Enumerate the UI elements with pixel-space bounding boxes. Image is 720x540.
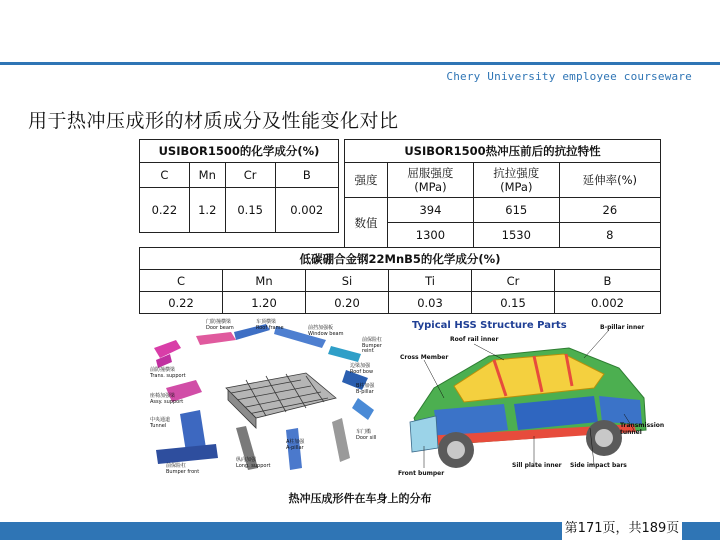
part-label: 门防撞横梁 Door beam bbox=[206, 319, 234, 331]
part-label: B-pillar inner bbox=[600, 324, 645, 331]
table-header-cell: 强度 bbox=[345, 163, 388, 198]
table-cell: 0.22 bbox=[140, 188, 190, 233]
figure-caption: 热冲压成形件在车身上的分布 bbox=[288, 492, 432, 505]
part-label: 前保险杠 Bumper front bbox=[166, 463, 200, 475]
part-label: 车门槛 Door sill bbox=[356, 429, 377, 441]
table-cell: 0.03 bbox=[389, 292, 472, 314]
part-label: 前防撞横梁 Trans. support bbox=[150, 367, 186, 379]
table-header-cell: 屈服强度 (MPa) bbox=[388, 163, 474, 198]
part-label: A柱加强 A-pillar bbox=[286, 439, 305, 451]
row-label: 数值 bbox=[345, 198, 388, 248]
table-cell: 0.002 bbox=[275, 188, 338, 233]
table-cell: 0.15 bbox=[472, 292, 555, 314]
part-label: B柱加强 B-pillar bbox=[356, 383, 375, 395]
courseware-label: Chery University employee courseware bbox=[446, 70, 692, 83]
table-header-cell: Mn bbox=[189, 163, 225, 188]
table-cell: 615 bbox=[473, 198, 559, 223]
table-header-cell: Cr bbox=[472, 270, 555, 292]
table-header-cell: Ti bbox=[389, 270, 472, 292]
table-header-cell: C bbox=[140, 163, 190, 188]
table-header-cell: Si bbox=[306, 270, 389, 292]
table-cell: 0.20 bbox=[306, 292, 389, 314]
22mnb5-composition-table bbox=[139, 247, 661, 314]
usibor-tensile-table bbox=[344, 139, 661, 248]
part-label: 车顶横梁 Roof frame bbox=[256, 319, 284, 331]
part-label: 边梁加强 Roof bow bbox=[350, 363, 374, 375]
table-cell: 1.20 bbox=[223, 292, 306, 314]
table-cell: 0.15 bbox=[225, 188, 275, 233]
part-label: 中央通道 Tunnel bbox=[150, 417, 171, 429]
table-cell: 0.22 bbox=[140, 292, 223, 314]
header-rule bbox=[0, 62, 720, 65]
usibor-composition-table bbox=[139, 139, 339, 233]
table-cell: 1.2 bbox=[189, 188, 225, 233]
part-label: 前挡加强板 Window beam bbox=[308, 325, 344, 337]
table-header-cell: C bbox=[140, 270, 223, 292]
table-header-cell: 抗拉强度 (MPa) bbox=[473, 163, 559, 198]
table-cell: 8 bbox=[559, 223, 660, 248]
table-title: USIBOR1500热冲压前后的抗拉特性 bbox=[345, 140, 661, 163]
part-label: Sill plate inner bbox=[512, 462, 562, 469]
part-label: Front bumper bbox=[398, 470, 445, 477]
table-header-cell: B bbox=[275, 163, 338, 188]
table-header-cell: Cr bbox=[225, 163, 275, 188]
page-number: 第171页，共189页 bbox=[562, 518, 682, 540]
hot-stamped-parts-exploded-image bbox=[136, 318, 394, 483]
table-cell: 0.002 bbox=[555, 292, 661, 314]
hss-title: Typical HSS Structure Parts bbox=[412, 320, 567, 331]
slide-title: 用于热冲压成形的材质成分及性能变化对比 bbox=[28, 110, 399, 132]
part-label: 前保险杠 Bumper reinf. bbox=[362, 337, 383, 354]
table-cell: 26 bbox=[559, 198, 660, 223]
part-label: Transmission tunnel bbox=[620, 422, 665, 436]
car-body-drawing bbox=[394, 318, 666, 483]
part-label: 座椅加强梁 Assy. support bbox=[150, 393, 184, 405]
table-cell: 1300 bbox=[388, 223, 474, 248]
table-header-cell: 延伸率(%) bbox=[559, 163, 660, 198]
part-label: Cross Member bbox=[400, 354, 449, 361]
part-label: Side impact bars bbox=[570, 462, 627, 469]
hss-structure-car-image bbox=[394, 318, 666, 483]
part-label: 纵向加强 Long. support bbox=[236, 457, 271, 469]
table-title: USIBOR1500的化学成分(%) bbox=[140, 140, 339, 163]
table-cell: 394 bbox=[388, 198, 474, 223]
table-cell: 1530 bbox=[473, 223, 559, 248]
table-header-cell: Mn bbox=[223, 270, 306, 292]
part-label: Roof rail inner bbox=[450, 336, 499, 343]
table-title: 低碳硼合金钢22MnB5的化学成分(%) bbox=[140, 248, 661, 270]
table-header-cell: B bbox=[555, 270, 661, 292]
